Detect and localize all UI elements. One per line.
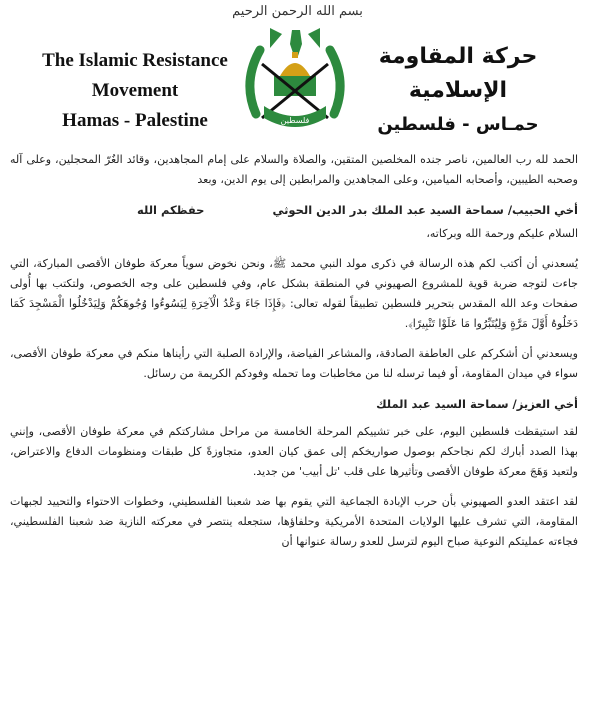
opening-paragraph: الحمد لله رب العالمين، ناصر جنده المخلصين المتقين، والصلاة والسلام على إمام المجاهدين، وقائد الغُرّ المحجلين، وعلى آله وصحبه الطيبين، وأصحابه الميامين، وعلى المجاهدين والمرابطين إلى يوم الدين، وبعد (10, 153, 578, 186)
logo-banner-text: فلسطين (280, 116, 310, 125)
paragraph-4: لقد اعتقد العدو الصهيوني بأن حرب الإبادة الجماعية التي يقوم بها ضد شعبنا الفلسطيني، وخطوات الاحتواء والتحييد لجبهات المقاومة، التي تشرف عليها الولايات المتحدة الأمريكية وحلفاؤها، ستجعله ينتصر في معركته النازية ضد شعبنا الفلسطيني، فجاءته عمليتكم النوعية صباح اليوم لترسل للعدو رسالة عنوانها أن (10, 495, 578, 548)
english-title-line1: The Islamic Resistance Movement (42, 50, 228, 101)
english-title-line2: Hamas - Palestine (62, 110, 208, 131)
english-letterhead (20, 46, 250, 136)
greeting-line: السلام عليكم ورحمة الله وبركاته، (426, 227, 578, 240)
arabic-title-line1: حركة المقاومة الإسلامية (378, 44, 538, 103)
hamas-emblem-logo (236, 22, 354, 140)
paragraph-3: لقد استيقظت فلسطين اليوم، على خبر تشييكم المرحلة الخامسة من مراحل مشاركتكم في معركة طوفان الأقصى، وإنني بهذا الصدد أبارك لكم نجاحكم بوصول صواريخكم إلى عمق كيان العدو، متجاوزةً كل طبقات ومنظومات الدفاع والاعتراض، ولتعيد وَهَجَ معركة طوفان الأقصى وتأثيرها على قلب 'تل أبيب' من جديد. (10, 425, 578, 478)
addressee-blessing: حفظكم الله (137, 203, 205, 217)
bismillah-calligraphy: بسم الله الرحمن الرحيم (232, 4, 363, 19)
paragraph-2: ويسعدني أن أشكركم على العاطفة الصادقة، والمشاعر الفياضة، والإرادة الصلبة التي رأيناها منكم في معركة طوفان الأقصى، سواء في ميدان المقاومة، أو فيما ترسله لنا من مخاطبات وما تحمله وفودكم الكريمة من رسائل. (10, 347, 578, 380)
arabic-letterhead (343, 40, 573, 142)
paragraph-1: يُسعدني أن أكتب لكم هذه الرسالة في ذكرى مولد النبي محمد ﷺ، ونحن نخوض سوياً معركة طوفان الأقصى المباركة، التي جاءت لتوجه ضربة قوية للمشروع الصهيوني في المنطقة بشكل عام، وفي فلسطين على وجه الخصوص، ولتكتب بها أُولى صفحات وعد الله المقدس بتحرير فلسطين تطبيقاً لقوله تعالى: ﴿فَإِذَا جَاءَ وَعْدُ الْآخِرَةِ لِيَسُوءُوا وُجُوهَكُمْ وَلِيَدْخُلُوا الْمَسْجِدَ كَمَا دَخَلُوهُ أَوَّلَ مَرَّةٍ وَلِيُتَبِّرُوا مَا عَلَوْا تَتْبِيرًا﴾. (10, 257, 578, 330)
letter-body (10, 150, 578, 562)
addressee-heading (10, 200, 578, 220)
arabic-title-line2: حمـاس - فلسطين (377, 114, 539, 135)
section-heading-2: أخي العزيز/ سماحة السيد عبد الملك (376, 397, 578, 411)
addressee-name: أخي الحبيب/ سماحة السيد عبد الملك بدر الدين الحوثي (272, 203, 578, 217)
